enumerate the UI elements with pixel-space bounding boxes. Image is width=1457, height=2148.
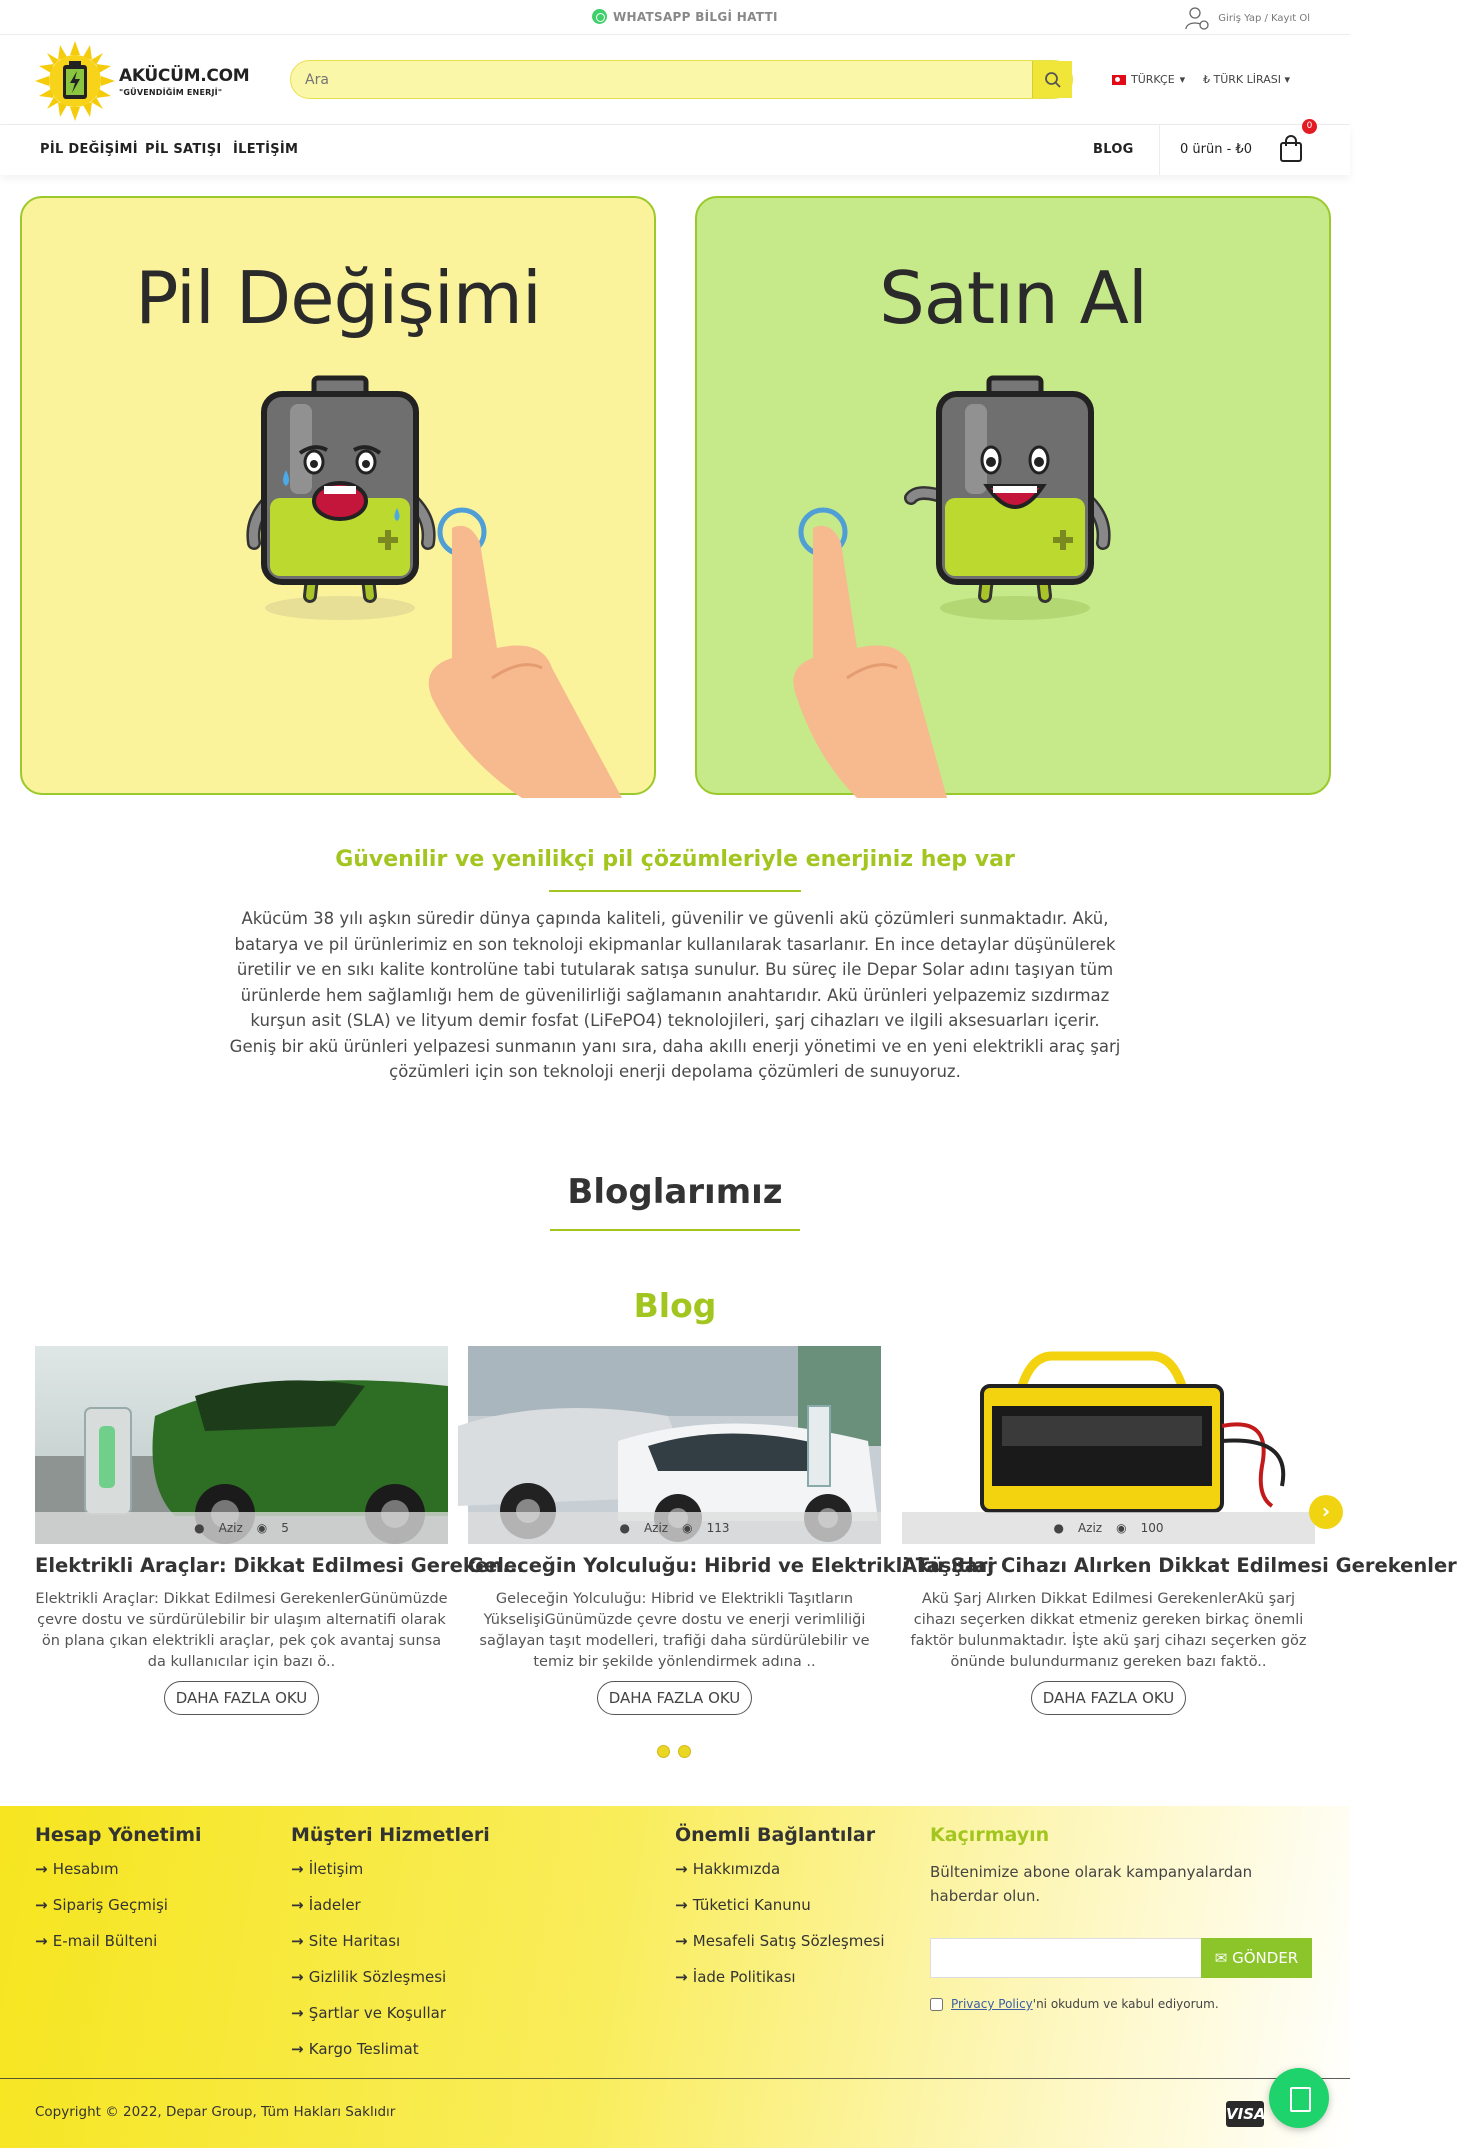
footer-link[interactable]: → Şartlar ve Koşullar bbox=[291, 2004, 490, 2040]
blog-subtitle: Blog bbox=[633, 1286, 717, 1325]
site-logo[interactable] bbox=[35, 41, 250, 121]
nav-item-pil-satisi[interactable]: PİL SATIŞI bbox=[145, 142, 222, 157]
blog-excerpt: Geleceğin Yolculuğu: Hibrid ve Elektrikli Taşıtların YükselişiGünümüzde çevre dostu ve enerji verimliliği sağlayan taşıt modelleri, trafiği daha sürdürülebilir ve temiz bir şekilde yönlendirmek adına .. bbox=[479, 1591, 870, 1670]
newsletter-email-input[interactable] bbox=[930, 1938, 1202, 1978]
blog-excerpt: Elektrikli Araçlar: Dikkat Edilmesi GerekenlerGünümüzde çevre dostu ve sürdürülebilir bir ulaşım alternatifi olarak ön plana çıkan elektrikli araçlar, pek çok avantaj sunsa da kullanıcılar için bazı ö.. bbox=[35, 1591, 448, 1670]
logo-name: AKÜCÜM.COM bbox=[119, 65, 250, 86]
blog-image-ev-charger[interactable] bbox=[35, 1346, 448, 1544]
whatsapp-link[interactable] bbox=[592, 9, 778, 24]
newsletter-title: Kaçırmayın bbox=[930, 1824, 1050, 1846]
footer bbox=[0, 1806, 1350, 2148]
footer-link[interactable]: → Mesafeli Satış Sözleşmesi bbox=[675, 1932, 885, 1968]
blog-title[interactable]: Akü Şarj Cihazı Alırken Dikkat Edilmesi Gerekenler bbox=[902, 1554, 1457, 1577]
footer-important-column bbox=[675, 1824, 885, 2004]
sun-battery-logo-icon bbox=[35, 41, 115, 121]
cart-summary[interactable]: 0 ürün - ₺0 bbox=[1180, 142, 1252, 157]
blog-title[interactable]: Elektrikli Araçlar: Dikkat Edilmesi Gereken... bbox=[35, 1554, 525, 1577]
whatsapp-label: WHATSAPP BİLGİ HATTI bbox=[613, 9, 778, 24]
blog-author: Aziz bbox=[643, 1521, 669, 1535]
blogs-underline bbox=[550, 1229, 800, 1231]
carousel-dot[interactable] bbox=[678, 1745, 691, 1758]
intro-underline bbox=[549, 890, 801, 892]
language-label: TÜRKÇE bbox=[1131, 73, 1175, 86]
footer-link[interactable]: → Hesabım bbox=[35, 1860, 202, 1896]
footer-newsletter-column bbox=[930, 1824, 1315, 2054]
nav-item-blog[interactable]: BLOG bbox=[1093, 142, 1134, 157]
newsletter-text: Bültenimize abone olarak kampanyalardan haberdar olun. bbox=[930, 1863, 1253, 1905]
privacy-policy-link[interactable]: Privacy Policy bbox=[951, 1997, 1033, 2011]
hero-right-title: Satın Al bbox=[879, 256, 1147, 340]
eye-icon: ◉ bbox=[1116, 1521, 1127, 1535]
footer-account-column bbox=[35, 1824, 202, 1968]
main-nav bbox=[0, 121, 1350, 175]
logo-slogan: "GÜVENDİĞİM ENERJİ" bbox=[119, 87, 223, 97]
blog-image-battery-charger[interactable] bbox=[902, 1346, 1315, 1544]
author-icon: ● bbox=[619, 1521, 630, 1535]
chevron-down-icon: ▾ bbox=[1179, 73, 1186, 86]
footer-link[interactable]: → Kargo Teslimat bbox=[291, 2040, 490, 2076]
blog-views: 5 bbox=[281, 1521, 289, 1535]
blog-author: Aziz bbox=[218, 1521, 243, 1535]
footer-service-title: Müşteri Hizmetleri bbox=[291, 1824, 490, 1846]
blog-excerpt: Akü Şarj Alırken Dikkat Edilmesi GerekenlerAkü şarj cihazı seçerken dikkat etmeniz gereken birkaç önemli faktör bulunmaktadır. İşte akü şarj cihazı seçerken göz önünde bulundurmanız gereken bazı faktö.. bbox=[910, 1591, 1307, 1670]
turkey-flag-icon bbox=[1112, 75, 1126, 85]
privacy-text: 'ni okudum ve kabul ediyorum. bbox=[1032, 1997, 1219, 2011]
top-bar bbox=[0, 0, 1350, 35]
carousel-next-button[interactable]: › bbox=[1309, 1495, 1343, 1529]
author-icon: ● bbox=[1053, 1521, 1064, 1535]
search-button[interactable] bbox=[1032, 61, 1072, 98]
footer-link[interactable]: → İadeler bbox=[291, 1896, 490, 1932]
carousel-dot[interactable] bbox=[657, 1745, 670, 1758]
footer-divider bbox=[0, 2078, 1350, 2079]
blog-meta bbox=[902, 1512, 1315, 1544]
nav-item-iletisim[interactable]: İLETİŞİM bbox=[233, 142, 299, 157]
read-more-button[interactable]: DAHA FAZLA OKU bbox=[597, 1681, 752, 1715]
nav-item-pil-degisimi[interactable]: PİL DEĞİŞİMİ bbox=[40, 142, 138, 157]
read-more-button[interactable]: DAHA FAZLA OKU bbox=[164, 1681, 319, 1715]
login-link[interactable] bbox=[1184, 5, 1310, 31]
newsletter-submit-button[interactable] bbox=[1201, 1938, 1312, 1978]
footer-link[interactable]: → İletişim bbox=[291, 1860, 490, 1896]
nav-divider bbox=[1159, 125, 1160, 175]
intro-text: Akücüm 38 yılı aşkın süredir dünya çapında kaliteli, güvenilir ve güvenli akü çözümleri sunmaktadır. Akü, batarya ve pil ürünlerimiz en son teknoloji ekipmanlar kullanılarak tasarlanır. En ince detaylar düşünülerek üretilir ve en sıkı kalite kontrolüne tabi tutularak satışa sunulur. Bu süreç ile Depar Solar adını taşıyan tüm ürünlerde hem sağlamlığı hem de güvenilirliği sağlamanın anahtarıdır. Akü ürünleri yelpazemiz sızdırmaz kurşun asit (SLA) ve lityum demir fosfat (LiFePO4) teknolojileri, şarj cihazları ve ilgili aksesuarları içerir. Geniş bir akü ürünleri yelpazesi sunmanın yanı sıra, daha akıllı enerji yönetimi ve en yeni elektrikli araç şarj çözümleri için son teknoloji enerji depolama çözümleri de sunuyoruz. bbox=[229, 909, 1121, 1081]
eye-icon: ◉ bbox=[256, 1521, 268, 1535]
blog-meta bbox=[468, 1512, 881, 1544]
chat-widget-button[interactable] bbox=[1269, 2068, 1329, 2128]
search-bar bbox=[290, 60, 1073, 99]
footer-account-title: Hesap Yönetimi bbox=[35, 1824, 202, 1846]
footer-important-title: Önemli Bağlantılar bbox=[675, 1824, 876, 1846]
chevron-down-icon: ▾ bbox=[1284, 73, 1290, 86]
whatsapp-icon bbox=[592, 9, 607, 24]
read-more-button[interactable]: DAHA FAZLA OKU bbox=[1031, 1681, 1186, 1715]
blog-card bbox=[35, 1346, 525, 1715]
visa-card-icon: VISA bbox=[1226, 2101, 1264, 2127]
currency-selector[interactable] bbox=[1203, 73, 1290, 86]
search-input[interactable] bbox=[291, 61, 1031, 98]
language-selector[interactable] bbox=[1112, 73, 1185, 86]
privacy-consent bbox=[930, 1997, 1310, 2011]
hero-card-satin-al[interactable] bbox=[695, 196, 1331, 795]
blog-card bbox=[468, 1346, 997, 1715]
footer-link[interactable]: → Gizlilik Sözleşmesi bbox=[291, 1968, 490, 2004]
cart-count-badge: 0 bbox=[1302, 119, 1317, 134]
eye-icon: ◉ bbox=[682, 1521, 693, 1535]
blog-image-hybrid-cars[interactable] bbox=[468, 1346, 881, 1544]
copyright-text: Copyright © 2022, Depar Group, Tüm Hakları Saklıdır bbox=[35, 2104, 396, 2120]
hero-left-title: Pil Değişimi bbox=[135, 256, 541, 340]
blog-views: 113 bbox=[706, 1521, 730, 1535]
footer-link[interactable]: → E-mail Bülteni bbox=[35, 1932, 202, 1968]
footer-link[interactable]: → Tüketici Kanunu bbox=[675, 1896, 885, 1932]
currency-label: ₺ TÜRK LİRASI bbox=[1203, 73, 1281, 86]
author-icon: ● bbox=[194, 1521, 205, 1535]
blog-card bbox=[902, 1346, 1457, 1715]
search-icon bbox=[1044, 71, 1062, 89]
privacy-checkbox[interactable] bbox=[930, 1998, 943, 2011]
shopping-bag-icon[interactable] bbox=[1278, 135, 1304, 163]
user-icon bbox=[1184, 5, 1210, 31]
header bbox=[0, 35, 1350, 125]
carousel-pagination bbox=[657, 1745, 691, 1758]
hero-card-pil-degisimi[interactable] bbox=[20, 196, 656, 795]
blog-author: Aziz bbox=[1077, 1521, 1103, 1535]
footer-link[interactable]: → İade Politikası bbox=[675, 1968, 885, 2004]
newsletter-button-label: GÖNDER bbox=[1232, 1949, 1299, 1967]
intro-title: Güvenilir ve yenilikçi pil çözümleriyle enerjiniz hep var bbox=[335, 847, 1015, 872]
envelope-icon: ✉ bbox=[1214, 1949, 1228, 1967]
footer-link[interactable]: → Sipariş Geçmişi bbox=[35, 1896, 202, 1932]
blogs-section-title: Bloglarımız bbox=[567, 1172, 783, 1212]
login-label: Giriş Yap / Kayıt Ol bbox=[1218, 12, 1310, 24]
footer-link[interactable]: → Hakkımızda bbox=[675, 1860, 885, 1896]
blog-meta bbox=[35, 1512, 448, 1544]
footer-service-column bbox=[291, 1824, 490, 2076]
blog-title[interactable]: Geleceğin Yolculuğu: Hibrid ve Elektrikli Taşıtlar bbox=[468, 1554, 997, 1577]
blog-views: 100 bbox=[1140, 1521, 1164, 1535]
footer-link[interactable]: → Site Haritası bbox=[291, 1932, 490, 1968]
